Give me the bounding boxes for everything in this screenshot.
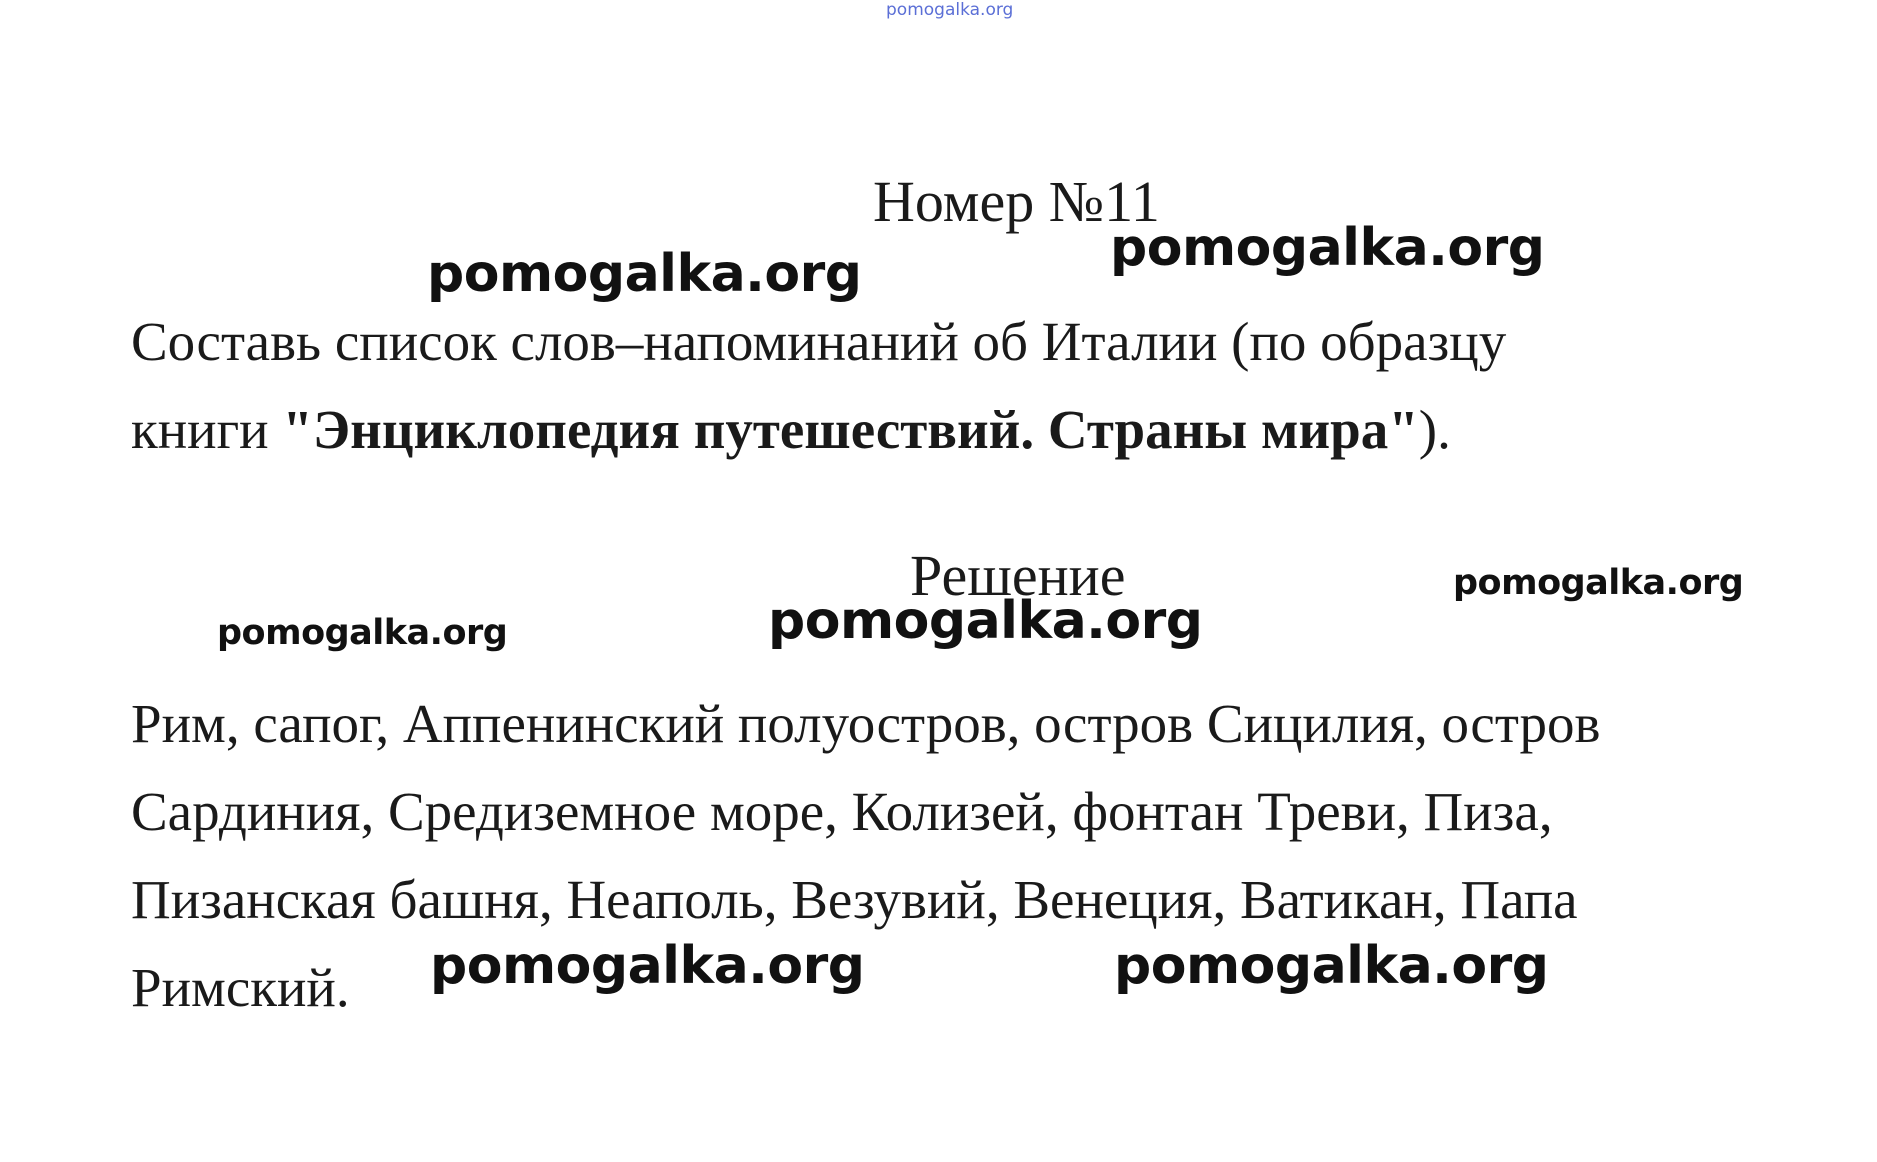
watermark: pomogalka.org [217, 613, 508, 653]
watermark: pomogalka.org [1453, 563, 1744, 603]
watermark: pomogalka.org [768, 591, 1203, 651]
watermark: pomogalka.org [427, 244, 862, 304]
watermark: pomogalka.org [1114, 936, 1549, 996]
solution-heading: Решение [910, 543, 1126, 608]
watermark: pomogalka.org [1110, 218, 1545, 278]
watermark: pomogalka.org [430, 936, 865, 996]
task-line-1: Составь список слов–напоминаний об Италии (по образцу [131, 311, 1507, 372]
page-title: Номер №11 [873, 169, 1160, 234]
site-link[interactable]: pomogalka.org [886, 0, 1014, 20]
book-title: "Энциклопедия путешествий. Страны мира" [282, 399, 1419, 460]
task-line-2-prefix: книги [131, 399, 283, 460]
answer-line-2: Сардиния, Средиземное море, Колизей, фонтан Треви, Пиза, [131, 781, 1553, 842]
answer-line-1: Рим, сапог, Аппенинский полуостров, остров Сицилия, остров [131, 693, 1601, 754]
task-text [131, 298, 1771, 474]
answer-line-4: Римский. [131, 957, 350, 1018]
task-line-2 [131, 386, 1771, 474]
task-line-2-suffix: ). [1418, 399, 1451, 460]
answer-line-3: Пизанская башня, Неаполь, Везувий, Венеция, Ватикан, Папа [131, 869, 1578, 930]
